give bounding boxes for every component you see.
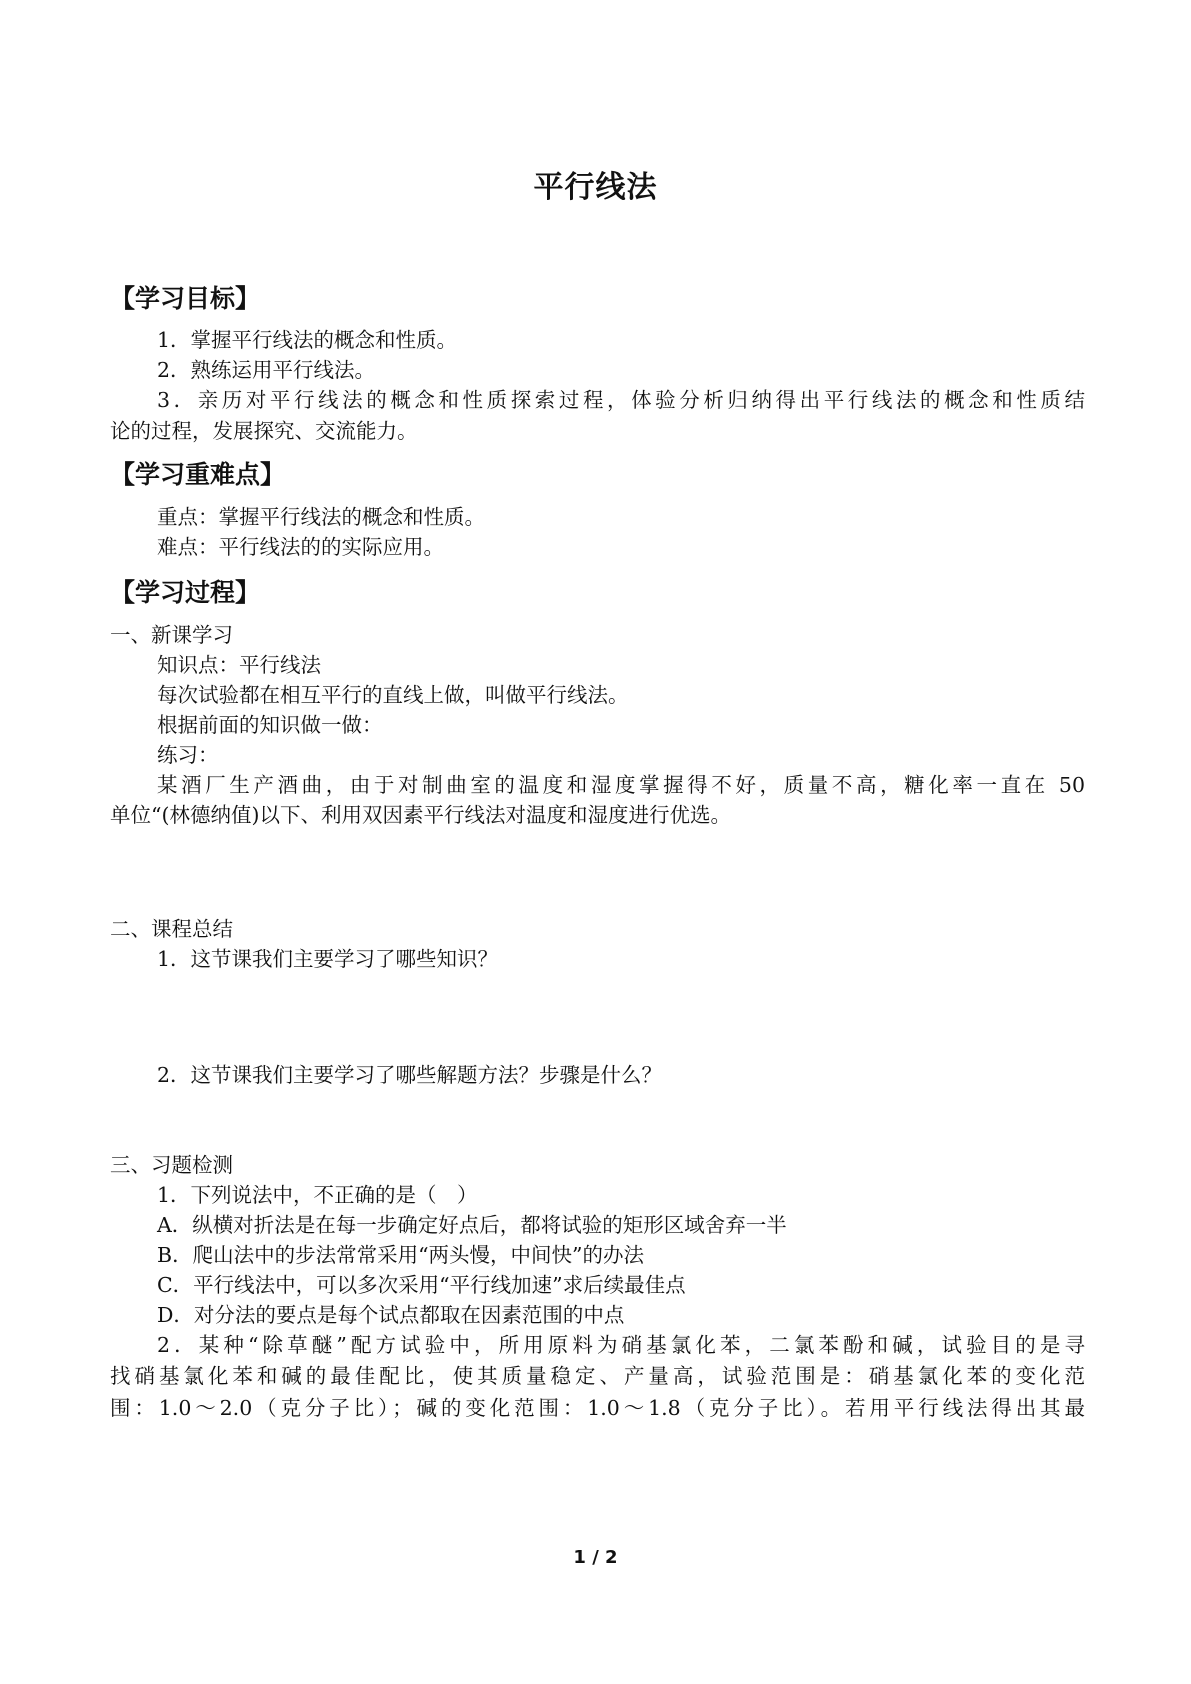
definition-text: 每次试验都在相互平行的直线上做，叫做平行线法。: [157, 683, 629, 707]
part-title-summary: 二、课程总结: [110, 917, 233, 941]
page-number: 1 / 2: [573, 1547, 618, 1568]
part-title-new-lesson: 一、新课学习: [110, 623, 233, 647]
section-heading-objectives: 【学习目标】: [110, 284, 261, 313]
objective-item: 3．亲历对平行线法的概念和性质探索过程，体验分析归纳得出平行线法的概念和性质结: [157, 388, 1085, 412]
objective-item: 2．熟练运用平行线法。: [157, 358, 376, 382]
objective-item: 1．掌握平行线法的概念和性质。: [157, 328, 458, 352]
exercise-question-continuation: 找硝基氯化苯和碱的最佳配比，使其质量稳定、产量高，试验范围是：硝基氯化苯的变化范: [110, 1364, 1085, 1388]
knowledge-point: 知识点：平行线法: [157, 653, 321, 677]
exercise-text-continuation: 单位“(林德纳值)以下、利用双因素平行线法对温度和湿度进行优选。: [110, 803, 731, 827]
instruction-text: 根据前面的知识做一做：: [157, 713, 383, 737]
key-point-item: 难点：平行线法的的实际应用。: [157, 535, 444, 559]
option-d: D．对分法的要点是每个试点都取在因素范围的中点: [157, 1303, 625, 1327]
option-a: A．纵横对折法是在每一步确定好点后，都将试验的矩形区域舍弃一半: [157, 1213, 787, 1237]
exercise-question: 1．下列说法中，不正确的是（ ）: [157, 1183, 478, 1207]
exercise-text: 某酒厂生产酒曲，由于对制曲室的温度和湿度掌握得不好，质量不高，糖化率一直在 50: [157, 773, 1085, 797]
part-title-exercises: 三、习题检测: [110, 1153, 233, 1177]
exercise-question-continuation: 围：1.0～2.0（克分子比）；碱的变化范围：1.0～1.8（克分子比）。若用平行线法得出其最: [110, 1396, 1085, 1420]
key-point-item: 重点：掌握平行线法的概念和性质。: [157, 505, 485, 529]
summary-question: 1．这节课我们主要学习了哪些知识？: [157, 947, 499, 971]
summary-question: 2．这节课我们主要学习了哪些解题方法？步骤是什么？: [157, 1063, 663, 1087]
document-title: 平行线法: [533, 170, 658, 205]
option-b: B．爬山法中的步法常常采用“两头慢，中间快”的办法: [157, 1243, 645, 1267]
option-c: C．平行线法中，可以多次采用“平行线加速”求后续最佳点: [157, 1273, 686, 1297]
objective-item-continuation: 论的过程，发展探究、交流能力。: [110, 419, 418, 443]
section-heading-process: 【学习过程】: [110, 578, 261, 607]
section-heading-key-points: 【学习重难点】: [110, 460, 286, 489]
exercise-question: 2．某种“除草醚”配方试验中，所用原料为硝基氯化苯，二氯苯酚和碱，试验目的是寻: [157, 1333, 1085, 1357]
exercise-label: 练习：: [157, 743, 219, 767]
